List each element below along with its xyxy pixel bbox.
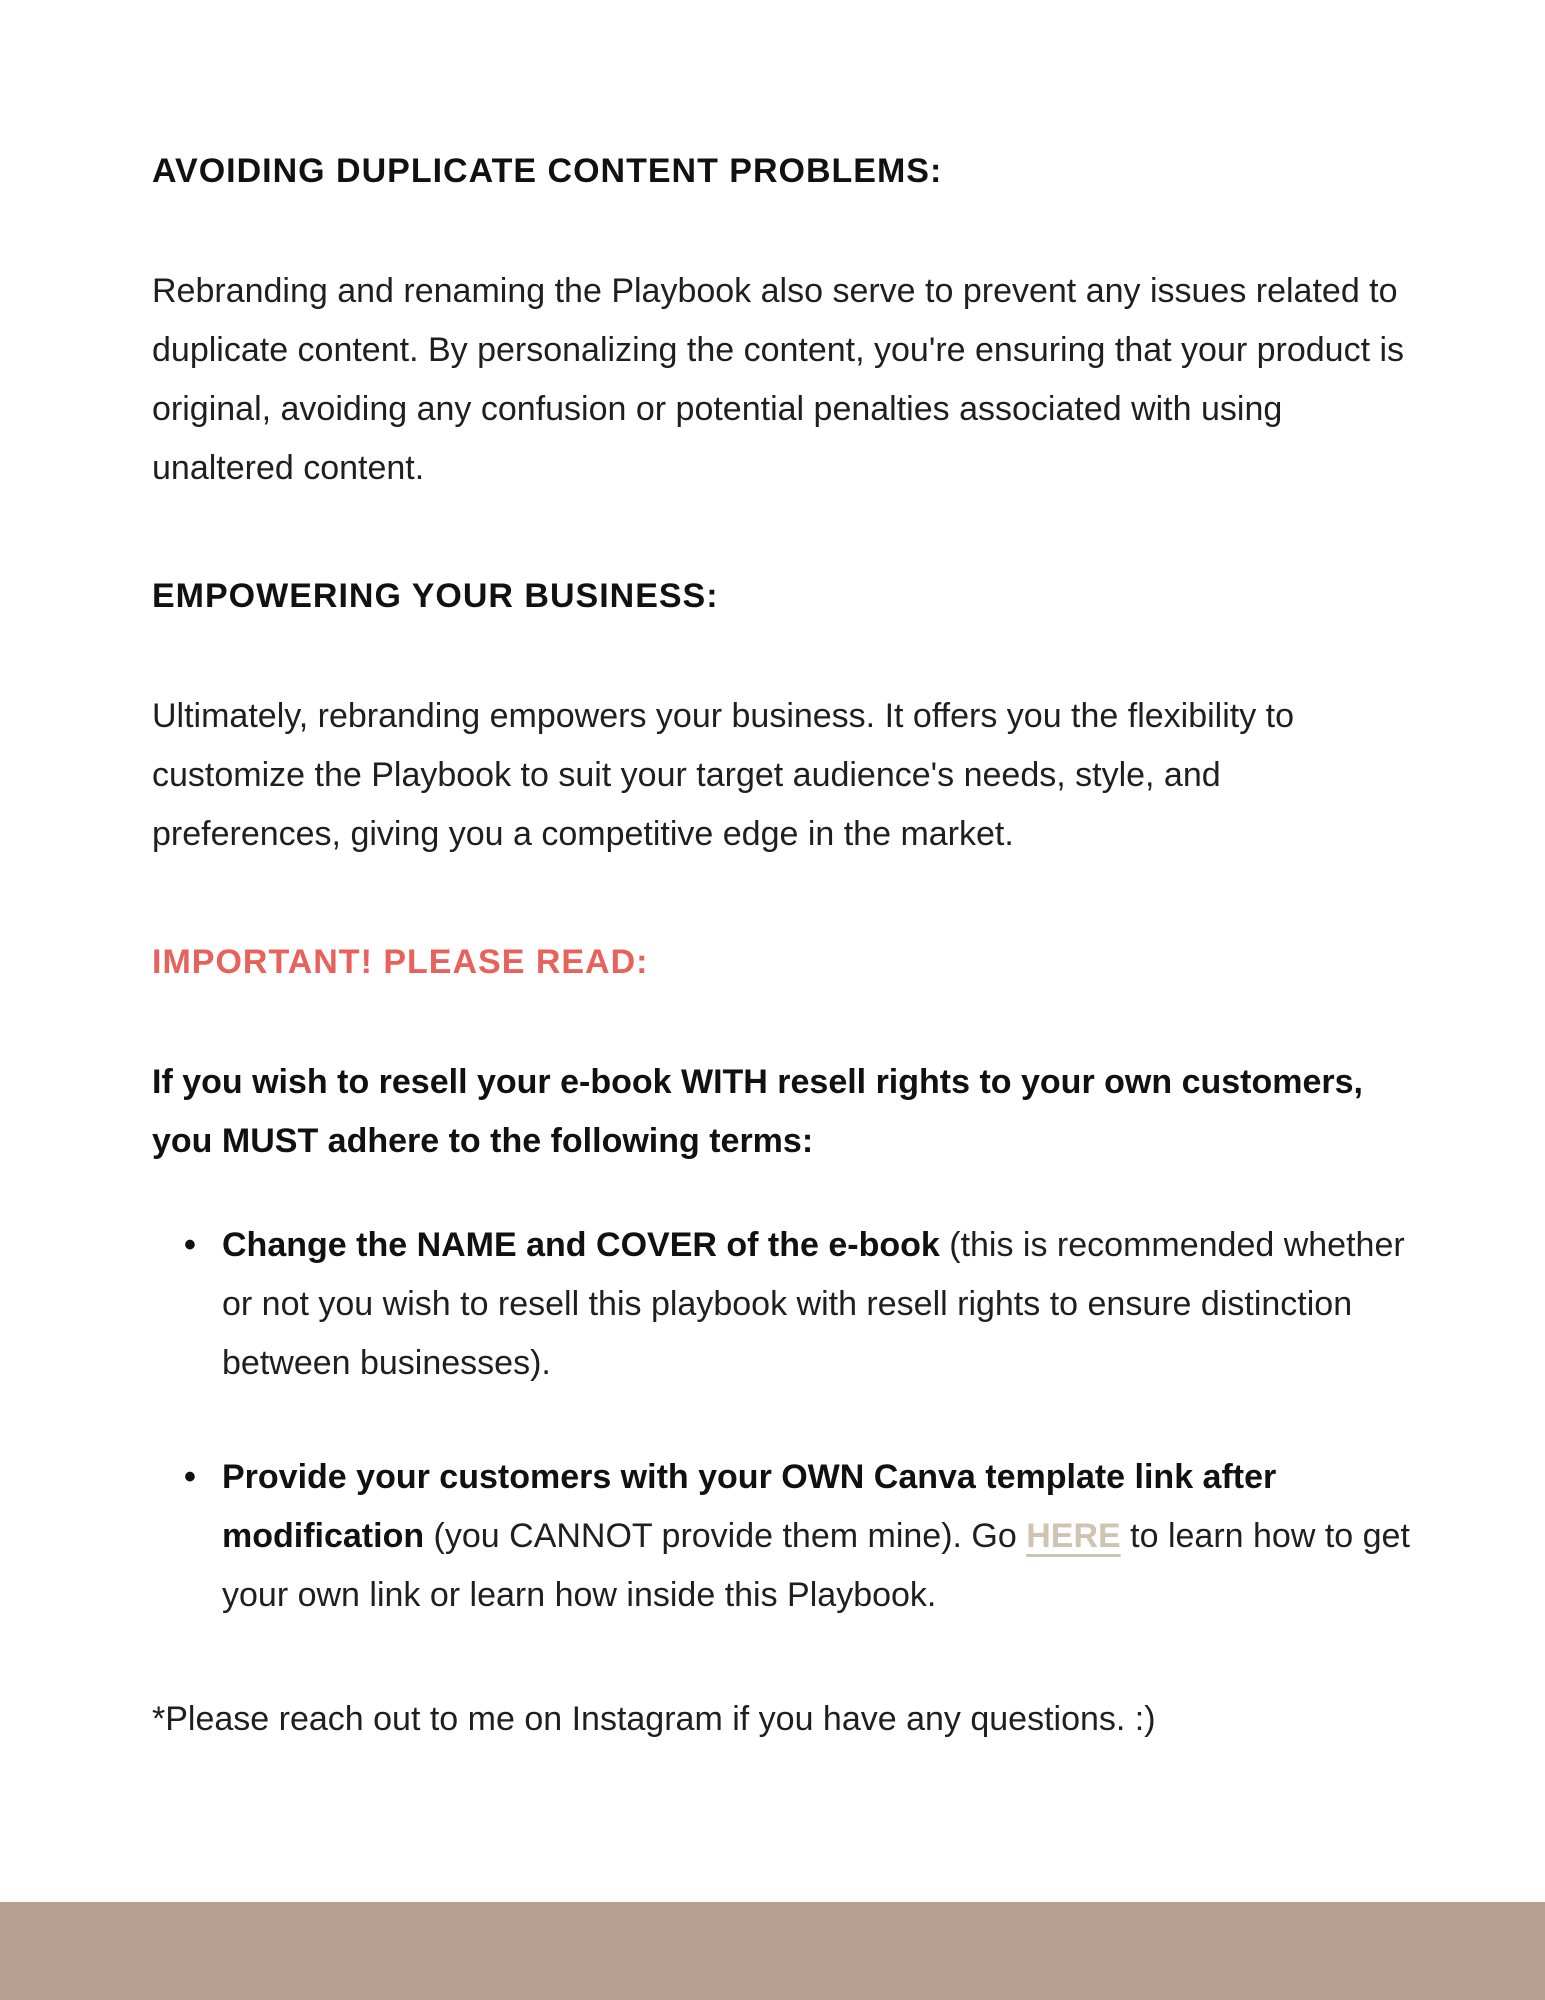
page-content <box>152 0 1412 1749</box>
term-bold-segment: Provide your customers with your OWN Canva template link after modification <box>222 1458 1277 1555</box>
term-item-canva-template-link <box>152 1448 1412 1625</box>
heading-empowering-business: EMPOWERING YOUR BUSINESS: <box>152 577 719 615</box>
paragraph-avoiding-duplicate-content: Rebranding and renaming the Playbook also serve to prevent any issues related to duplicate content. By personalizing the content, you're ensuring that your product is original, avoiding any confusion or potential penalties associated with using unaltered content. <box>152 272 1405 487</box>
terms-list <box>152 1216 1412 1625</box>
here-link[interactable]: HERE <box>1026 1517 1121 1555</box>
bullet-icon: • <box>184 1226 196 1264</box>
paragraph-empowering-business: Ultimately, rebranding empowers your business. It offers you the flexibility to customize the Playbook to suit your target audience's needs, style, and preferences, giving you a competitive edge in the market. <box>152 697 1295 853</box>
term-text <box>222 1448 1412 1625</box>
term-item-change-name-cover <box>152 1216 1412 1393</box>
heading-important-please-read: IMPORTANT! PLEASE READ: <box>152 943 649 981</box>
heading-avoiding-duplicate-content: AVOIDING DUPLICATE CONTENT PROBLEMS: <box>152 152 943 190</box>
footer-bar <box>0 1902 1545 2000</box>
term-rest-segment: (this is recommended whether or not you wish to resell this playbook with resell rights to ensure distinction between businesses). <box>222 1226 1405 1382</box>
term-text <box>222 1216 1412 1393</box>
term-bold-segment: Change the NAME and COVER of the e-book <box>222 1226 940 1264</box>
terms-intro: If you wish to resell your e-book WITH resell rights to your own customers, you MUST adhere to the following terms: <box>152 1063 1363 1160</box>
footnote-instagram: *Please reach out to me on Instagram if you have any questions. :) <box>152 1700 1156 1738</box>
term-mid-segment: (you CANNOT provide them mine). Go <box>424 1517 1027 1555</box>
term-rest-segment: to learn how to get your own link or learn how inside this Playbook. <box>222 1517 1410 1614</box>
bullet-icon: • <box>184 1458 196 1496</box>
